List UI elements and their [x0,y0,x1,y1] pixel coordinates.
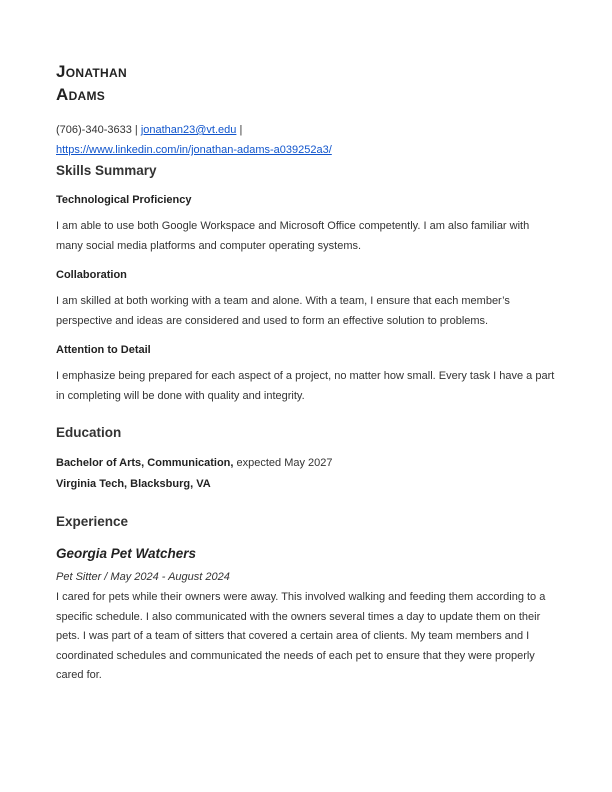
degree-line [56,453,556,474]
school: Virginia Tech, Blacksburg, VA [56,478,211,490]
employer-name: Georgia Pet Watchers [56,546,197,561]
education-heading: Education [56,425,122,440]
experience-heading: Experience [56,514,129,529]
job-role: Pet Sitter / May 2024 - August 2024 [56,571,230,583]
name-block [56,60,556,106]
last-name: Adams [56,85,106,104]
resume-page [56,60,556,686]
first-name: Jonathan [56,62,127,81]
email-link[interactable]: jonathan23@vt.edu [140,124,237,136]
skill-title: Technological Proficiency [56,194,192,206]
contact-info [56,120,556,160]
job-description: I cared for pets while their owners were away. This involved walking and feeding them according to a specific schedule. I also communicated with the owners several times a day to update them on their pets. I was part of a team of sitters that covered a certain area of clients. My team members and I coordinated schedules and communicated the needs of each pet to ensure that they were properly cared for. [56,591,546,681]
skills-summary-heading: Skills Summary [56,163,157,178]
school-line [56,474,556,495]
expected-date: expected May 2027 [233,457,333,469]
separator: | [134,124,138,136]
degree: Bachelor of Arts, Communication, [56,457,234,469]
skill-description: I am skilled at both working with a team and alone. With a team, I ensure that each member’s perspective and ideas are considered and used to form an effective solution to problems. [56,295,510,327]
separator: | [239,124,243,136]
skill-title: Collaboration [56,269,127,281]
skill-title: Attention to Detail [56,344,151,356]
skill-description: I emphasize being prepared for each aspect of a project, no matter how small. Every task I have a part in completing will be done with quality and integrity. [56,370,555,402]
linkedin-link[interactable]: https://www.linkedin.com/in/jonathan-adams-a039252a3/ [56,144,332,156]
phone-number: (706)-340-3633 [56,124,132,136]
skill-description: I am able to use both Google Workspace and Microsoft Office competently. I am also familiar with many social media platforms and computer operating systems. [56,220,530,252]
